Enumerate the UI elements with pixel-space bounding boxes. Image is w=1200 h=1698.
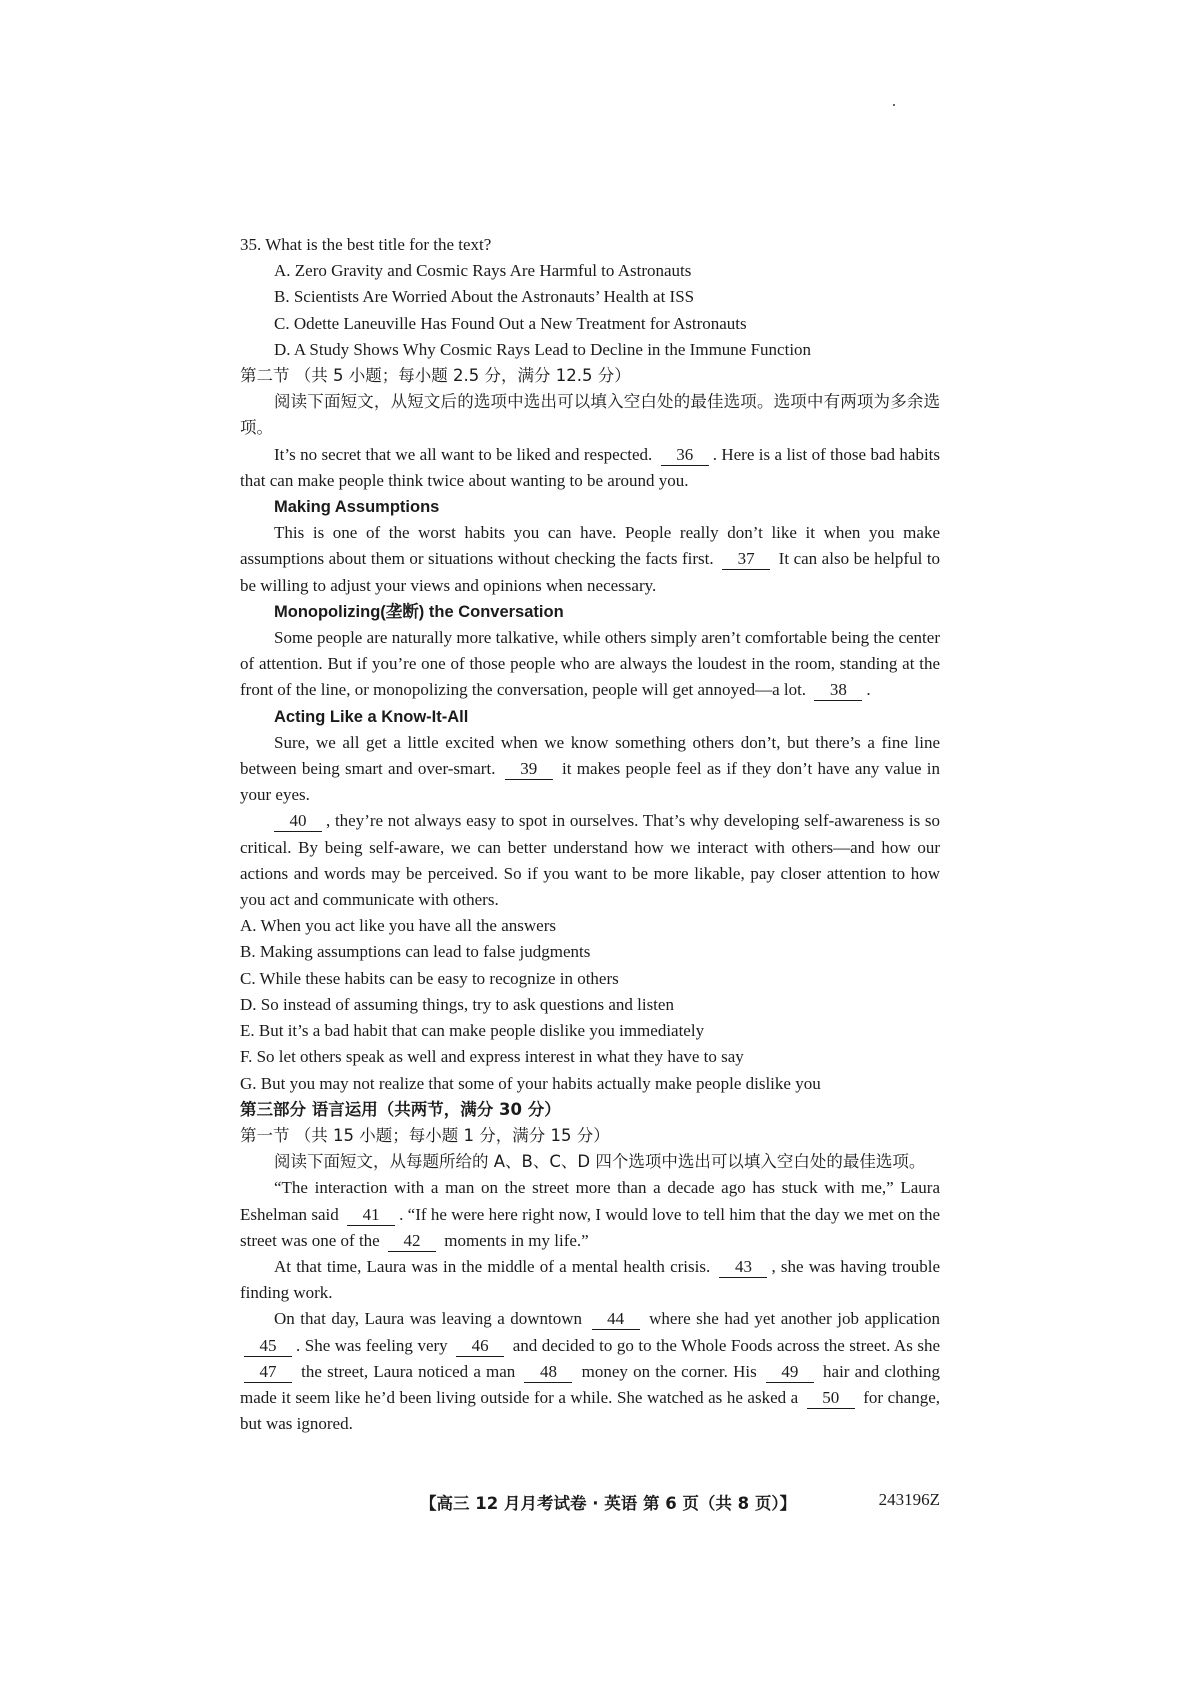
paragraph-know-it-all (240, 730, 940, 809)
option-a: A. When you act like you have all the answers (240, 916, 556, 936)
cloze-text-3c: . She was feeling very (296, 1335, 448, 1355)
question-35-option-b: B. Scientists Are Worried About the Astronauts’ Health at ISS (274, 287, 695, 307)
heading-know-it-all: Acting Like a Know-It-All (274, 707, 469, 726)
cloze-text-3h: for change, but was ignored. (240, 1387, 940, 1434)
footer-exam-code: 243196Z (878, 1490, 940, 1509)
paragraph-self-awareness-text: , they’re not always easy to spot in ourselves. That’s why developing self-awareness is so critical. By being self-aware, we can better understand how we interact with others—and how our actions and words may be perceived. So if you want to be more likable, pay closer attention to how you act and communicate with others. (240, 811, 940, 910)
blank-37: 37 (722, 549, 770, 570)
paragraph-self-awareness (240, 808, 940, 913)
cloze-text-1c: moments in my life.” (444, 1230, 589, 1250)
cloze-paragraph-1 (240, 1175, 940, 1254)
footer-page-info: 【高三 12 月月考试卷 · 英语 第 6 页（共 8 页）】 (420, 1494, 797, 1513)
blank-44: 44 (592, 1309, 640, 1330)
exam-page (240, 232, 940, 1437)
blank-36: 36 (661, 445, 709, 466)
part-3-section-1-title: 第一节 （共 15 小题；每小题 1 分，满分 15 分） (240, 1125, 610, 1145)
passage-intro-text-2: . Here is a list of those bad habits that can make people think twice about wanting to be around you. (240, 444, 941, 490)
question-35-option-a: A. Zero Gravity and Cosmic Rays Are Harmful to Astronauts (274, 261, 692, 281)
paragraph-assumptions-text-2: It can also be helpful to be willing to adjust your views and opinions when necessary. (240, 549, 941, 595)
blank-49: 49 (766, 1362, 814, 1383)
option-b: B. Making assumptions can lead to false judgments (240, 942, 591, 962)
heading-monopolizing: Monopolizing(垄断) the Conversation (274, 602, 564, 621)
option-e: E. But it’s a bad habit that can make people dislike you immediately (240, 1021, 705, 1041)
cloze-text-1a: “The interaction with a man on the street more than a decade ago has stuck with me,” Laura Eshelman said (240, 1178, 940, 1224)
blank-45: 45 (244, 1336, 292, 1357)
paragraph-monopolizing (240, 625, 940, 704)
paragraph-monopolizing-end: . (866, 680, 871, 700)
cloze-text-3e: the street, Laura noticed a man (301, 1361, 516, 1381)
cloze-paragraph-2 (240, 1254, 940, 1306)
blank-40: 40 (274, 811, 322, 832)
cloze-text-3g: hair and clothing made it seem like he’d been living outside for a while. She watched as he asked a (240, 1361, 941, 1407)
question-35-option-c: C. Odette Laneuville Has Found Out a New Treatment for Astronauts (274, 313, 747, 333)
blank-50: 50 (807, 1388, 855, 1409)
scan-speck (893, 104, 895, 106)
blank-48: 48 (524, 1362, 572, 1383)
cloze-text-3b: where she had yet another job application (649, 1309, 940, 1329)
passage-intro (240, 442, 940, 494)
option-g: G. But you may not realize that some of your habits actually make people dislike you (240, 1073, 821, 1093)
cloze-text-2a: At that time, Laura was in the middle of a mental health crisis. (274, 1256, 711, 1276)
cloze-text-1b: . “If he were here right now, I would love to tell him that the day we met on the street was one of the (240, 1204, 940, 1250)
paragraph-know-it-all-text-2: it makes people feel as if they don’t have any value in your eyes. (240, 759, 941, 805)
paragraph-know-it-all-text: Sure, we all get a little excited when we know something others don’t, but there’s a fine line between being smart and over-smart. (240, 732, 940, 779)
blank-43: 43 (719, 1257, 767, 1278)
part-3-instruction: 阅读下面短文，从每题所给的 A、B、C、D 四个选项中选出可以填入空白处的最佳选项。 (274, 1152, 926, 1172)
paragraph-monopolizing-text: Some people are naturally more talkative, while others simply aren’t comfortable being the center of attention. But if you’re one of those people who are always the loudest in the room, standing at the front of the line, or monopolizing the conversation, people will get annoyed—a lot. (240, 628, 940, 700)
option-f: F. So let others speak as well and express interest in what they have to say (240, 1047, 744, 1067)
blank-46: 46 (456, 1336, 504, 1357)
question-35-stem: 35. What is the best title for the text? (240, 235, 492, 254)
paragraph-assumptions-text: This is one of the worst habits you can have. People really don’t like it when you make assumptions about them or situations without checking the facts first. (240, 523, 940, 569)
heading-making-assumptions: Making Assumptions (274, 498, 440, 517)
part-3-title: 第三部分 语言运用（共两节，满分 30 分） (240, 1099, 561, 1119)
blank-41: 41 (347, 1205, 395, 1226)
blank-38: 38 (814, 680, 862, 701)
cloze-text-3d: and decided to go to the Whole Foods across the street. As she (512, 1335, 940, 1355)
blank-47: 47 (244, 1362, 292, 1383)
passage-intro-text: It’s no secret that we all want to be liked and respected. (274, 444, 653, 464)
section-2-title: 第二节 （共 5 小题；每小题 2.5 分，满分 12.5 分） (240, 366, 631, 386)
question-35-option-d: D. A Study Shows Why Cosmic Rays Lead to Decline in the Immune Function (274, 339, 812, 359)
cloze-text-3a: On that day, Laura was leaving a downtown (274, 1309, 583, 1329)
blank-39: 39 (505, 759, 553, 780)
cloze-text-3f: money on the corner. His (581, 1361, 757, 1381)
blank-42: 42 (388, 1231, 436, 1252)
option-d: D. So instead of assuming things, try to ask questions and listen (240, 994, 674, 1014)
cloze-paragraph-3 (240, 1306, 940, 1437)
section-2-instruction: 阅读下面短文，从短文后的选项中选出可以填入空白处的最佳选项。选项中有两项为多余选项。 (240, 392, 940, 438)
paragraph-assumptions (240, 520, 940, 599)
option-c: C. While these habits can be easy to recognize in others (240, 968, 619, 988)
cloze-text-2b: , she was having trouble finding work. (240, 1256, 940, 1303)
